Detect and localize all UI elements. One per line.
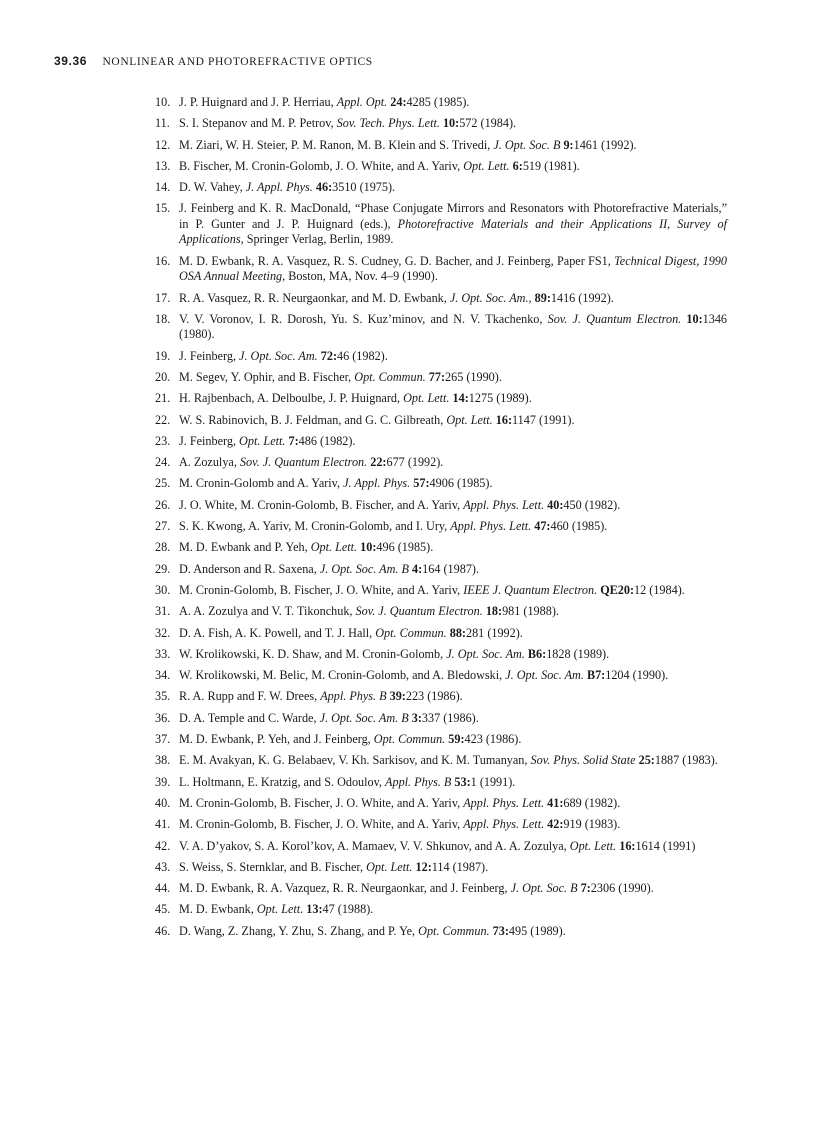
citation-text: 486 (1982). [298, 433, 356, 448]
citation-text: M. Cronin-Golomb, B. Fischer, J. O. White, and A. Yariv, [179, 817, 464, 832]
citation-text: S. K. Kwong, A. Yariv, M. Cronin-Golomb, and I. Ury, [179, 519, 451, 534]
reference-text [179, 413, 727, 429]
citation-text: 3510 (1975). [332, 180, 396, 195]
reference-item [155, 796, 727, 812]
citation-text: 1828 (1989). [546, 646, 610, 661]
citation-text: 919 (1983). [563, 817, 621, 832]
journal-title: Sov. J. Quantum Electron. [355, 604, 483, 619]
reference-text [179, 604, 727, 620]
citation-text: 423 (1986). [464, 732, 522, 747]
reference-number: 37. [155, 732, 171, 747]
volume-number: 47: [534, 519, 551, 534]
citation-text: 4906 (1985). [429, 476, 493, 491]
volume-number: 24: [390, 95, 407, 109]
journal-title: Opt. Lett. [256, 902, 304, 917]
citation-text: 4285 (1985). [406, 95, 470, 109]
citation-text: J. O. White, M. Cronin-Golomb, B. Fischer, and A. Yariv, [179, 497, 464, 512]
reference-item [155, 519, 727, 535]
reference-item [155, 180, 727, 196]
reference-text [179, 95, 727, 111]
journal-title: J. Opt. Soc. Am. [239, 348, 318, 363]
citation-text: 1 (1991). [470, 774, 516, 789]
reference-number: 16. [155, 253, 171, 268]
reference-item [155, 604, 727, 620]
volume-number: 4: [412, 561, 423, 576]
reference-text [179, 839, 727, 855]
reference-number: 38. [155, 753, 171, 768]
journal-title: Appl. Phys. B [385, 774, 452, 789]
volume-number: 13: [306, 902, 323, 917]
journal-title: Opt. Lett. [310, 540, 358, 555]
citation-text: E. M. Avakyan, K. G. Belabaev, V. Kh. Sarkisov, and K. M. Tumanyan, [179, 753, 531, 768]
journal-title: J. Opt. Soc. B [510, 881, 578, 896]
citation-text: D. A. Fish, A. K. Powell, and T. J. Hall, [179, 625, 376, 640]
citation-text: 2306 (1990). [590, 881, 654, 896]
reference-item [155, 312, 727, 343]
citation-text: M. Cronin-Golomb and A. Yariv, [179, 476, 344, 491]
citation-text: M. Cronin-Golomb, B. Fischer, J. O. White, and A. Yariv, [179, 582, 464, 597]
reference-number: 39. [155, 774, 171, 789]
journal-title: Opt. Commun. [373, 732, 446, 747]
reference-text [179, 689, 727, 705]
citation-text: S. I. Stepanov and M. P. Petrov, [179, 116, 337, 131]
reference-number: 10. [155, 95, 171, 109]
journal-title: Opt. Commun. [375, 625, 447, 640]
citation-text: J. Feinberg, [179, 348, 240, 363]
citation-text: M. D. Ewbank, [179, 902, 257, 917]
journal-title: Sov. Tech. Phys. Lett. [336, 116, 440, 131]
reference-number: 17. [155, 290, 171, 305]
reference-number: 31. [155, 604, 171, 619]
citation-text: W. Krolikowski, M. Belic, M. Cronin-Golomb, and A. Bledowski, [179, 668, 506, 683]
reference-text [179, 732, 727, 748]
reference-number: 30. [155, 582, 171, 597]
reference-number: 29. [155, 561, 171, 576]
citation-text: 12 (1984). [634, 582, 685, 597]
reference-number: 27. [155, 519, 171, 534]
volume-number: 39: [389, 689, 406, 704]
citation-text: Springer Verlag, Berlin, 1989. [243, 232, 394, 247]
journal-title: Opt. Commun. [418, 923, 490, 938]
citation-text: 677 (1992). [386, 455, 444, 470]
reference-text [179, 312, 727, 343]
journal-title: Sov. Phys. Solid State [530, 753, 636, 768]
journal-title: J. Opt. Soc. Am. [505, 668, 584, 683]
journal-title: J. Appl. Phys. [343, 476, 411, 491]
volume-number: 7: [580, 881, 591, 896]
citation-text: 496 (1985). [376, 540, 434, 555]
reference-number: 25. [155, 476, 171, 491]
reference-text [179, 180, 727, 196]
reference-text [179, 138, 727, 154]
reference-text [179, 860, 727, 876]
reference-text [179, 562, 727, 578]
reference-item [155, 626, 727, 642]
reference-text [179, 254, 727, 285]
reference-number: 35. [155, 689, 171, 704]
volume-number: 73: [492, 923, 509, 938]
reference-item [155, 753, 727, 769]
volume-number: 59: [448, 732, 465, 747]
journal-title: Opt. Lett. [446, 412, 493, 427]
citation-text: A. A. Zozulya and V. T. Tikonchuk, [179, 604, 356, 619]
volume-number: 6: [512, 158, 523, 173]
volume-number: 22: [370, 455, 387, 470]
reference-item [155, 817, 727, 833]
citation-text: M. D. Ewbank, P. Yeh, and J. Feinberg, [179, 732, 374, 747]
reference-number: 42. [155, 838, 171, 853]
citation-text: 450 (1982). [563, 497, 621, 512]
citation-text: J. Feinberg, [179, 433, 240, 448]
reference-item [155, 95, 727, 111]
reference-item [155, 498, 727, 514]
reference-text [179, 796, 727, 812]
reference-item [155, 116, 727, 132]
journal-title: J. Opt. Soc. Am. B [319, 710, 409, 725]
reference-list [155, 95, 727, 945]
reference-number: 32. [155, 625, 171, 640]
citation-text: 1614 (1991) [635, 838, 696, 853]
citation-text: A. Zozulya, [179, 455, 240, 470]
citation-text: 223 (1986). [405, 689, 463, 704]
journal-title: Appl. Phys. Lett. [463, 497, 545, 512]
reference-item [155, 391, 727, 407]
reference-item [155, 732, 727, 748]
volume-number: 18: [485, 604, 503, 619]
reference-text [179, 476, 727, 492]
journal-title: J. Opt. Soc. Am., [449, 290, 532, 305]
reference-text [179, 159, 727, 175]
citation-text: V. A. D’yakov, S. A. Korol’kov, A. Mamaev, V. V. Shkunov, and A. A. Zozulya, [179, 838, 570, 853]
citation-text: R. A. Rupp and F. W. Drees, [179, 689, 321, 704]
citation-text: 572 (1984). [459, 116, 517, 131]
citation-text: 981 (1988). [502, 604, 559, 619]
reference-number: 34. [155, 668, 171, 683]
reference-text [179, 583, 727, 599]
citation-text: 495 (1989). [508, 923, 566, 938]
reference-number: 21. [155, 391, 171, 406]
reference-number: 23. [155, 433, 171, 448]
reference-number: 13. [155, 158, 171, 173]
journal-title: J. Opt. Soc. Am. [446, 646, 525, 661]
reference-text [179, 370, 727, 386]
citation-text: 1461 (1992). [573, 137, 637, 152]
reference-item [155, 839, 727, 855]
reference-item [155, 201, 727, 248]
citation-text: 1147 (1991). [512, 412, 575, 427]
reference-item [155, 924, 727, 940]
volume-number: 14: [452, 391, 469, 406]
reference-item [155, 689, 727, 705]
volume-number: 16: [619, 838, 636, 853]
reference-item [155, 668, 727, 684]
citation-text: 1416 (1992). [550, 290, 614, 305]
running-header [54, 54, 373, 68]
citation-text: 1346 (1980). [179, 311, 728, 342]
volume-number: 16: [495, 412, 513, 427]
reference-item [155, 540, 727, 556]
reference-number: 11. [155, 116, 170, 131]
reference-item [155, 583, 727, 599]
journal-title: Opt. Lett. [239, 433, 286, 448]
citation-text: 265 (1990). [445, 369, 502, 384]
reference-text [179, 519, 727, 535]
citation-text: 281 (1992). [465, 625, 523, 640]
journal-title: Appl. Opt. [336, 95, 388, 109]
reference-text [179, 455, 727, 471]
reference-number: 14. [155, 180, 171, 195]
journal-title: Photorefractive Materials and their Applications II, Survey of Applications, [179, 216, 727, 247]
reference-text [179, 540, 727, 556]
reference-text [179, 391, 727, 407]
volume-number: 88: [449, 625, 466, 640]
reference-item [155, 775, 727, 791]
citation-text: M. D. Ewbank, R. A. Vasquez, R. S. Cudney, G. D. Bacher, and J. Feinberg, Paper FS1, [179, 253, 615, 268]
journal-title: Appl. Phys. Lett. [463, 817, 545, 832]
reference-text [179, 668, 727, 684]
reference-number: 36. [155, 710, 171, 725]
journal-title: Opt. Lett. [569, 838, 617, 853]
reference-item [155, 349, 727, 365]
reference-text [179, 498, 727, 514]
volume-number: 9: [563, 137, 574, 152]
citation-text: 689 (1982). [563, 795, 621, 810]
journal-title: J. Appl. Phys. [245, 180, 313, 195]
reference-number: 20. [155, 369, 171, 384]
reference-number: 40. [155, 795, 171, 810]
reference-item [155, 254, 727, 285]
citation-text: H. Rajbenbach, A. Delboulbe, J. P. Huignard, [179, 391, 404, 406]
citation-text: 164 (1987). [422, 561, 480, 576]
citation-text: 1204 (1990). [605, 668, 669, 683]
volume-number: 53: [454, 774, 471, 789]
volume-number: 12: [415, 859, 432, 874]
page-number: 39.36 [54, 54, 88, 68]
journal-title: Appl. Phys. B [320, 689, 387, 704]
volume-number: 42: [547, 817, 564, 832]
volume-number: 7: [288, 433, 299, 448]
journal-title: Sov. J. Quantum Electron. [239, 455, 368, 470]
reference-item [155, 711, 727, 727]
reference-text [179, 817, 727, 833]
volume-number: 57: [413, 476, 430, 491]
reference-text [179, 434, 727, 450]
journal-title: Opt. Commun. [354, 369, 426, 384]
volume-number: 41: [547, 795, 564, 810]
reference-number: 19. [155, 348, 171, 363]
reference-number: 12. [155, 137, 171, 152]
citation-text: M. Segev, Y. Ophir, and B. Fischer, [179, 369, 355, 384]
citation-text: 1275 (1989). [468, 391, 532, 406]
journal-title: Opt. Lett. [403, 391, 450, 406]
citation-text: M. Ziari, W. H. Steier, P. M. Ranon, M. B. Klein and S. Trivedi, [179, 137, 494, 152]
reference-number: 24. [155, 455, 171, 470]
reference-item [155, 434, 727, 450]
citation-text: R. A. Vasquez, R. R. Neurgaonkar, and M. D. Ewbank, [179, 290, 450, 305]
citation-text: W. Krolikowski, K. D. Shaw, and M. Cronin-Golomb, [179, 646, 447, 661]
reference-number: 44. [155, 881, 171, 896]
reference-text [179, 647, 727, 663]
volume-number: 10: [360, 540, 377, 555]
reference-number: 18. [155, 311, 171, 326]
citation-text: V. V. Voronov, I. R. Dorosh, Yu. S. Kuz’minov, and N. V. Tkachenko, [179, 311, 548, 326]
reference-number: 33. [155, 646, 171, 661]
reference-text [179, 291, 727, 307]
citation-text: S. Weiss, S. Sternklar, and B. Fischer, [179, 859, 367, 874]
volume-number: 25: [638, 753, 655, 768]
reference-number: 15. [155, 201, 171, 216]
citation-text: J. P. Huignard and J. P. Herriau, [179, 95, 337, 109]
journal-title: IEEE J. Quantum Electron. [463, 582, 598, 597]
volume-number: 46: [315, 180, 333, 195]
citation-text: 46 (1982). [337, 348, 388, 363]
reference-text [179, 626, 727, 642]
volume-number: B7: [586, 668, 606, 683]
reference-text [179, 349, 727, 365]
reference-number: 26. [155, 497, 171, 512]
volume-number: B6: [527, 646, 547, 661]
journal-title: Sov. J. Quantum Electron. [547, 311, 682, 326]
reference-item [155, 881, 727, 897]
citation-text: 47 (1988). [322, 902, 374, 917]
reference-number: 45. [155, 902, 171, 917]
citation-text: 460 (1985). [550, 519, 608, 534]
reference-item [155, 476, 727, 492]
reference-number: 43. [155, 859, 171, 874]
citation-text: M. Cronin-Golomb, B. Fischer, J. O. White, and A. Yariv, [179, 795, 464, 810]
reference-item [155, 562, 727, 578]
citation-text: M. D. Ewbank and P. Yeh, [179, 540, 311, 555]
citation-text: 337 (1986). [421, 710, 479, 725]
citation-text: J. Feinberg and K. R. MacDonald, “Phase Conjugate Mirrors and Resonators with Photorefractive Materials,” in P. Gunter and J. P. Huignard (eds.), [179, 201, 727, 231]
reference-text [179, 881, 727, 897]
citation-text: 519 (1981). [522, 158, 580, 173]
citation-text: D. Wang, Z. Zhang, Y. Zhu, S. Zhang, and P. Ye, [179, 923, 419, 938]
volume-number: 3: [411, 710, 422, 725]
reference-text [179, 753, 727, 769]
journal-title: Appl. Phys. Lett. [463, 795, 545, 810]
volume-number: 72: [320, 348, 337, 363]
volume-number: 89: [534, 290, 551, 305]
citation-text: L. Holtmann, E. Kratzig, and S. Odoulov, [179, 774, 386, 789]
citation-text: D. A. Temple and C. Warde, [179, 710, 320, 725]
citation-text: 1887 (1983). [654, 753, 718, 768]
volume-number: 10: [442, 116, 460, 131]
journal-title: Appl. Phys. Lett. [450, 519, 532, 534]
reference-item [155, 860, 727, 876]
journal-title: J. Opt. Soc. B [493, 137, 561, 152]
reference-number: 41. [155, 817, 171, 832]
reference-item [155, 455, 727, 471]
reference-text [179, 201, 727, 248]
reference-number: 46. [155, 923, 171, 938]
reference-item [155, 370, 727, 386]
reference-text [179, 902, 727, 918]
reference-text [179, 711, 727, 727]
reference-item [155, 647, 727, 663]
section-title: NONLINEAR AND PHOTOREFRACTIVE OPTICS [102, 56, 373, 68]
reference-item [155, 413, 727, 429]
reference-item [155, 291, 727, 307]
volume-number: QE20: [600, 582, 635, 597]
citation-text: B. Fischer, M. Cronin-Golomb, J. O. White, and A. Yariv, [179, 158, 464, 173]
journal-title: J. Opt. Soc. Am. B [319, 561, 409, 576]
journal-title: Opt. Lett. [463, 158, 510, 173]
journal-title: Technical Digest, 1990 OSA Annual Meeting, [179, 253, 727, 284]
volume-number: 10: [686, 311, 703, 326]
citation-text: Boston, MA, Nov. 4–9 (1990). [285, 269, 438, 284]
reference-text [179, 116, 727, 132]
volume-number: 40: [547, 497, 564, 512]
citation-text: 114 (1987). [431, 859, 489, 874]
reference-item [155, 159, 727, 175]
reference-item [155, 138, 727, 154]
reference-number: 28. [155, 540, 171, 555]
citation-text: D. Anderson and R. Saxena, [179, 561, 320, 576]
reference-item [155, 902, 727, 918]
reference-text [179, 924, 727, 940]
citation-text: D. W. Vahey, [179, 180, 246, 195]
reference-text [179, 775, 727, 791]
citation-text: W. S. Rabinovich, B. J. Feldman, and G. C. Gilbreath, [179, 412, 447, 427]
citation-text: M. D. Ewbank, R. A. Vazquez, R. R. Neurgaonkar, and J. Feinberg, [179, 881, 511, 896]
journal-title: Opt. Lett. [366, 859, 413, 874]
volume-number: 77: [428, 369, 446, 384]
reference-number: 22. [155, 412, 171, 427]
